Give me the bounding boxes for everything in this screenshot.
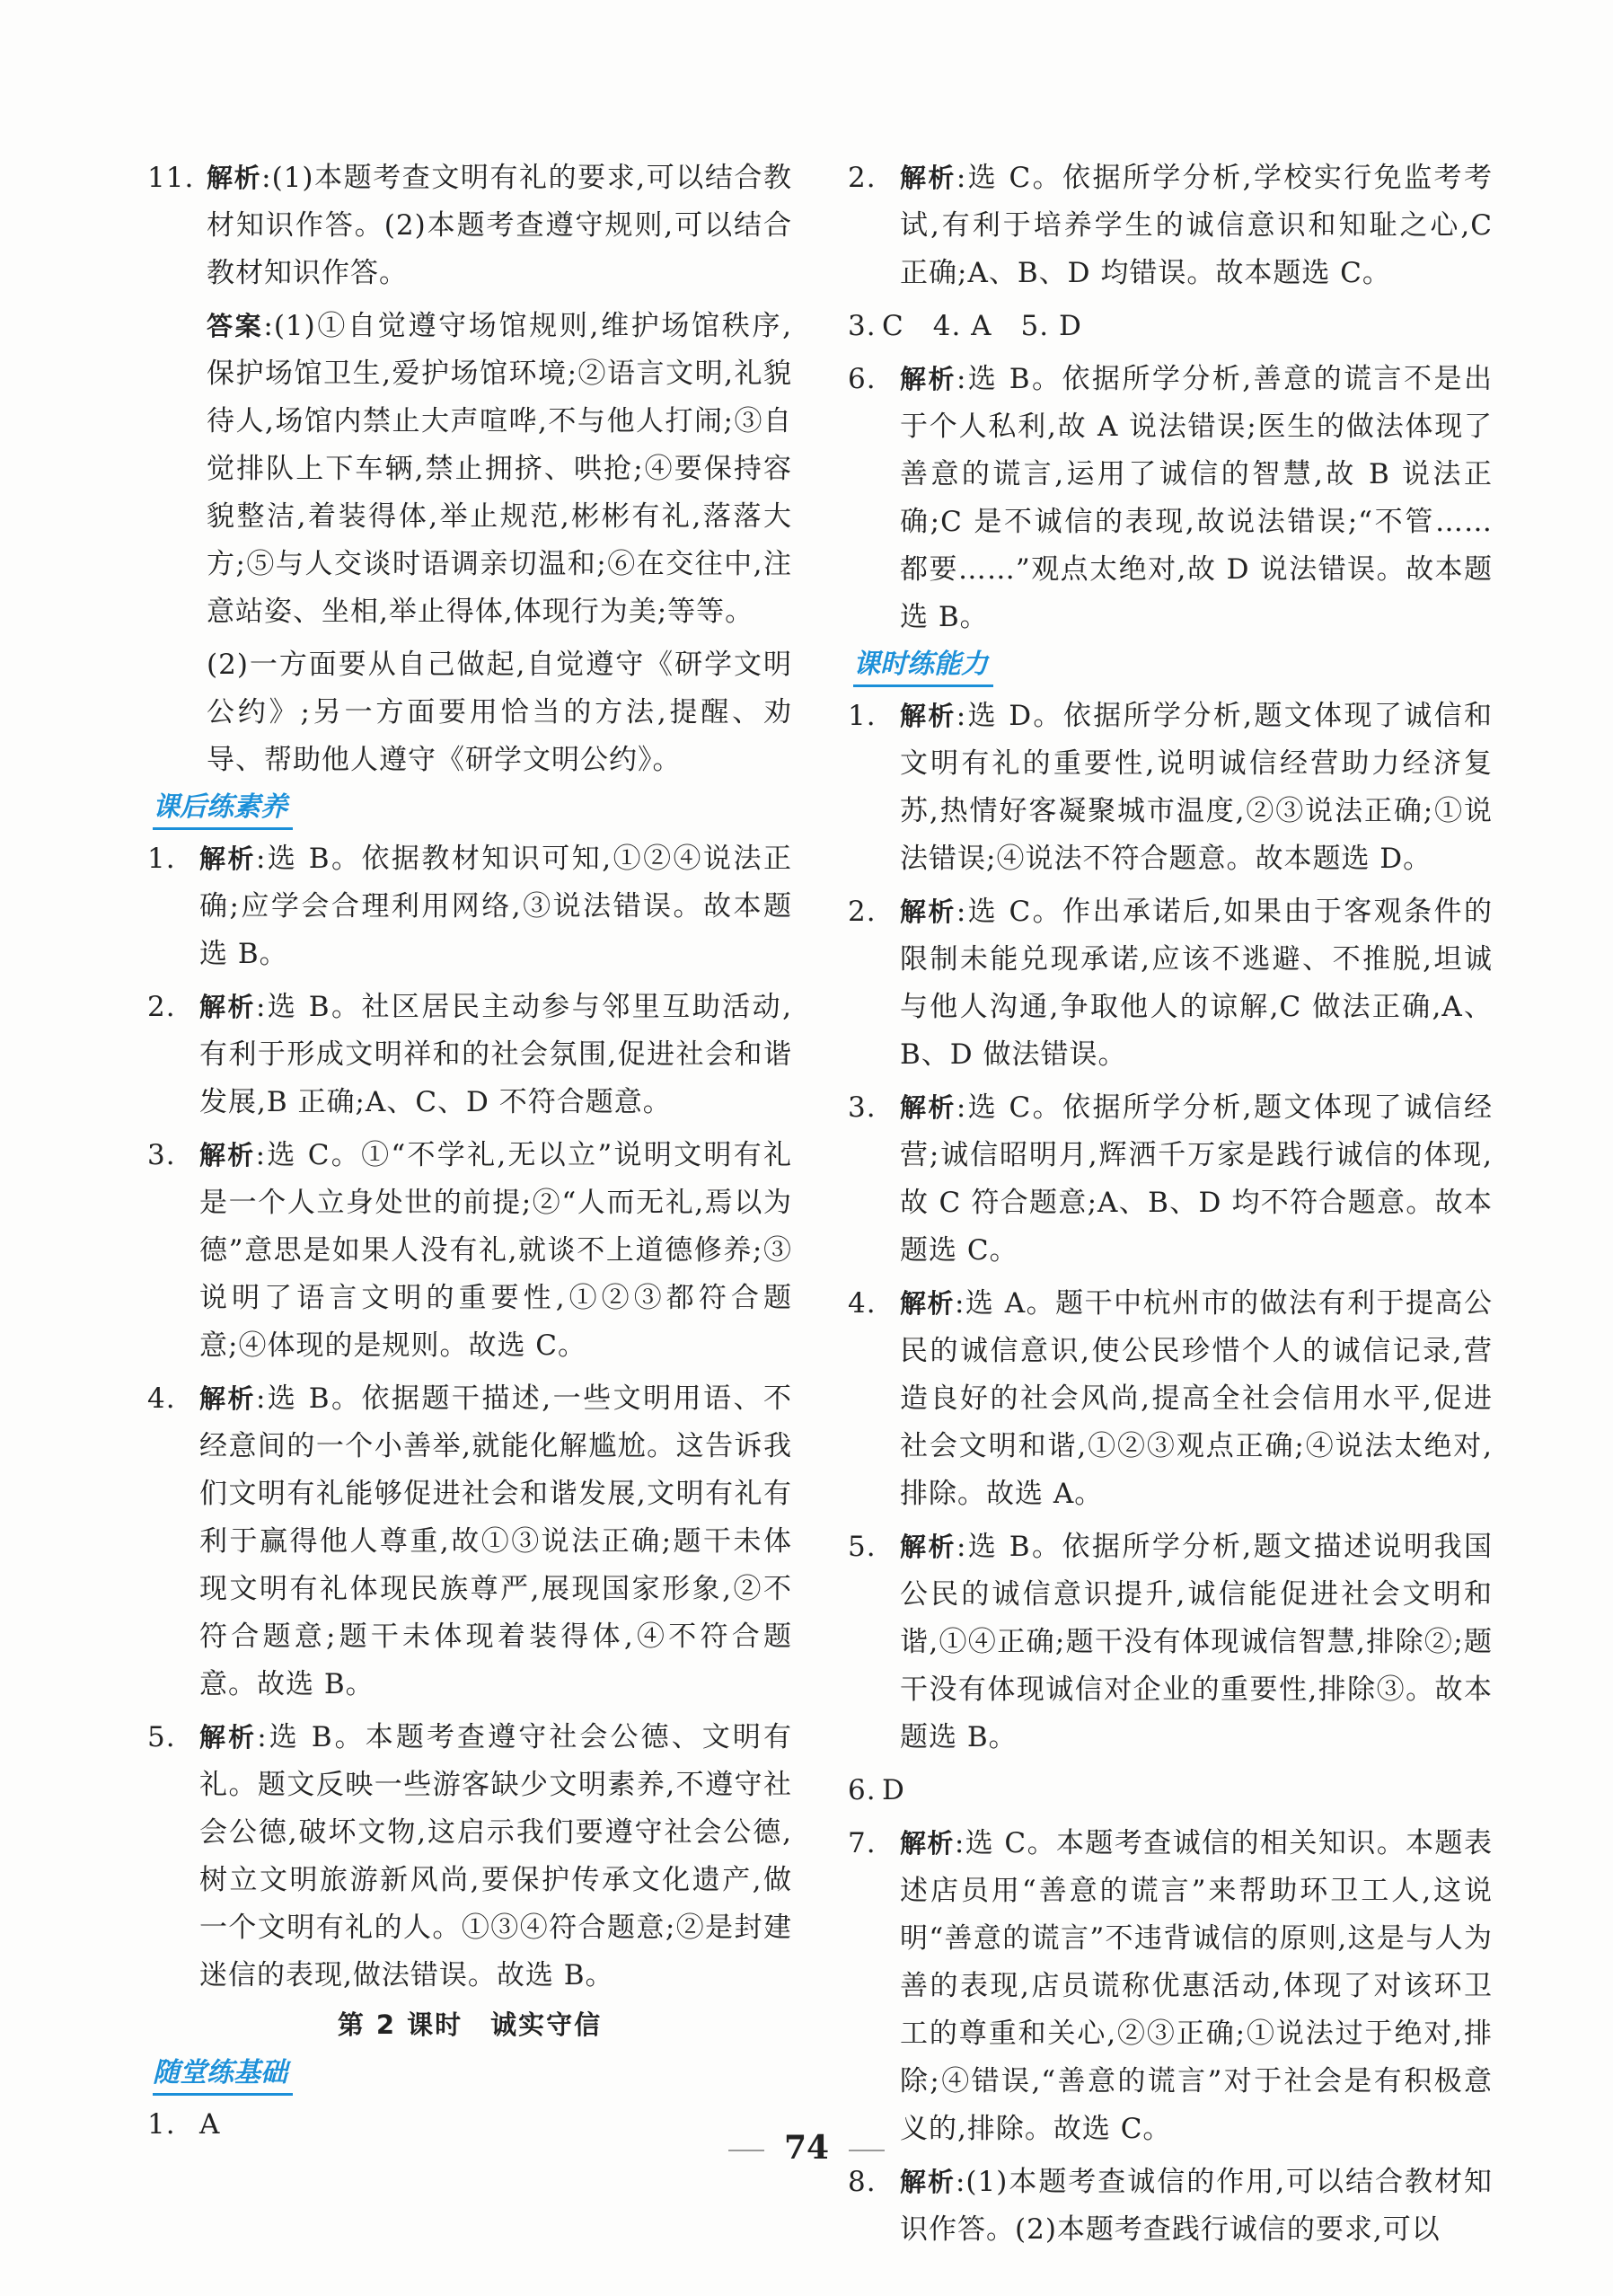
analysis-label: 解析 — [199, 1140, 256, 1170]
right-column — [848, 155, 1493, 2254]
item-number: 4. — [147, 1382, 176, 1415]
item-text: A — [199, 2108, 221, 2141]
item-text: :选 B。社区居民主动参与邻里互助活动,有利于形成文明祥和的社会氛围,促进社会和谐发展,B 正确;A、C、D 不符合题意。 — [199, 991, 792, 1118]
list-item — [147, 835, 792, 978]
analysis-label: 解析 — [199, 1722, 258, 1753]
divider — [849, 2150, 885, 2151]
list-item — [848, 1767, 1493, 1815]
item-text: :(1)本题考查诚信的作用,可以结合教材知识作答。(2)本题考查践行诚信的要求,可以 — [900, 2166, 1493, 2246]
item-text: D — [882, 1774, 905, 1806]
analysis-label: 解析 — [900, 1092, 956, 1123]
analysis-label: 解析 — [900, 163, 956, 193]
item-number: 3. — [848, 310, 877, 342]
section-heading: 课后练素养 — [153, 788, 293, 830]
item-number: 1. — [147, 2108, 176, 2141]
list-item — [848, 888, 1493, 1079]
list-item — [848, 1820, 1493, 2153]
item-number: 4. — [848, 1287, 877, 1320]
item-text: :选 C。本题考查诚信的相关知识。本题表述店员用“善意的谎言”来帮助环卫工人,这说明“善意的谎言”不违背诚信的原则,这是与人为善的表现,店员谎称优惠活动,体现了对该环卫工的尊重和关心,②③正确;①说法过于绝对,排除;④错误,“善意的谎言”对于社会是有积极意义的,排除。故选 C。 — [900, 1827, 1493, 2145]
lesson-title: 第 2 课时 诚实守信 — [337, 2009, 603, 2040]
list-item — [147, 984, 792, 1126]
item-text: :选 C。依据所学分析,题文体现了诚信经营;诚信昭明月,辉洒千万家是践行诚信的体现,故 C 符合题意;A、B、D 均不符合题意。故本题选 C。 — [900, 1091, 1493, 1267]
list-item — [848, 356, 1493, 641]
list-item — [147, 1132, 792, 1370]
item-text: :选 A。题干中杭州市的做法有利于提高公民的诚信意识,使公民珍惜个人的诚信记录,营造良好的社会风尚,提高全社会信用水平,促进社会文明和谐,①②③观点正确;④说法太绝对,排除。故选 A。 — [900, 1287, 1493, 1510]
item-number: 8. — [848, 2166, 877, 2198]
answer-label: 答案 — [207, 311, 264, 341]
item-text: :选 B。本题考查遵守社会公德、文明有礼。题文反映一些游客缺少文明素养,不遵守社会公德,破坏文物,这启示我们要遵守社会公德,树立文明旅游新风尚,要保护传承文化遗产,做一个文明有礼的人。①③④符合题意;②是封建迷信的表现,做法错误。故选 B。 — [199, 1721, 792, 1991]
left-column — [147, 155, 792, 2149]
list-item — [848, 303, 1493, 350]
item-text: :选 C。依据所学分析,学校实行免监考考试,有利于培养学生的诚信意识和知耻之心,C 正确;A、B、D 均错误。故本题选 C。 — [900, 162, 1493, 289]
analysis-label: 解析 — [900, 2167, 956, 2197]
list-item — [147, 1714, 792, 2000]
item-number: 2. — [848, 896, 877, 928]
item-number: 7. — [848, 1827, 877, 1859]
item-number: 5. — [848, 1531, 877, 1563]
item-number: 2. — [147, 991, 176, 1023]
list-item — [848, 1523, 1493, 1762]
item-number: 1. — [848, 700, 877, 732]
question-number: 11. — [147, 162, 195, 194]
list-item — [848, 155, 1493, 297]
analysis-label: 解析 — [900, 364, 956, 394]
answer-text-part2: (2)一方面要从自己做起,自觉遵守《研学文明公约》;另一方面要用恰当的方法,提醒、劝导、帮助他人遵守《研学文明公约》。 — [207, 649, 792, 776]
analysis-text: :(1)本题考查文明有礼的要求,可以结合教材知识作答。(2)本题考查遵守规则,可以结合教材知识作答。 — [207, 162, 792, 289]
list-item — [848, 1280, 1493, 1518]
list-item — [848, 2159, 1493, 2254]
item-number: 2. — [848, 162, 877, 194]
page-footer — [0, 2129, 1613, 2167]
item-text: :选 C。①“不学礼,无以立”说明文明有礼是一个人立身处世的前提;②“人而无礼,焉以为德”意思是如果人没有礼,就谈不上道德修养;③说明了语言文明的重要性,①②③都符合题意;④体现的是规则。故选 C。 — [199, 1139, 792, 1362]
divider — [728, 2150, 764, 2151]
analysis-label: 解析 — [900, 1532, 956, 1562]
analysis-label: 解析 — [900, 1828, 955, 1859]
answer-text: :(1)①自觉遵守场馆规则,维护场馆秩序,保护场馆卫生,爱护场馆环境;②语言文明,礼貌待人,场馆内禁止大声喧哗,不与他人打闹;③自觉排队上下车辆,禁止拥挤、哄抢;④要保持容貌整洁,着装得体,举止规范,彬彬有礼,落落大方;⑤与人交谈时语调亲切温和;⑥在交往中,注意站姿、坐相,举止得体,体现行为美;等等。 — [207, 310, 792, 628]
item-number: 3. — [848, 1091, 877, 1124]
list-item — [147, 1375, 792, 1709]
answer-block — [147, 303, 792, 636]
item-text: C 4. A 5. D — [882, 310, 1082, 342]
item-text: :选 B。依据所学分析,善意的谎言不是出于个人私利,故 A 说法错误;医生的做法体现了善意的谎言,运用了诚信的智慧,故 B 说法正确;C 是不诚信的表现,故说法错误;“不管……都要……”观点太绝对,故 D 说法错误。故本题选 B。 — [900, 363, 1493, 633]
page-number: 74 — [783, 2129, 830, 2167]
item-text: :选 C。作出承诺后,如果由于客观条件的限制未能兑现承诺,应该不逃避、不推脱,坦诚与他人沟通,争取他人的谅解,C 做法正确,A、B、D 做法错误。 — [900, 896, 1493, 1071]
item-number: 1. — [147, 843, 176, 875]
item-text: :选 B。依据教材知识可知,①②④说法正确;应学会合理利用网络,③说法错误。故本题选 B。 — [199, 843, 792, 970]
item-text: :选 D。依据所学分析,题文体现了诚信和文明有礼的重要性,说明诚信经营助力经济复苏,热情好客凝聚城市温度,②③说法正确;①说法错误;④说法不符合题意。故本题选 D。 — [900, 700, 1493, 875]
item-number: 5. — [147, 1721, 176, 1753]
analysis-label: 解析 — [900, 701, 956, 731]
list-item — [848, 1084, 1493, 1275]
question-11 — [147, 155, 792, 297]
analysis-label: 解析 — [199, 1383, 256, 1414]
section-heading: 课时练能力 — [853, 645, 993, 687]
item-text: :选 B。依据所学分析,题文描述说明我国公民的诚信意识提升,诚信能促进社会文明和谐,①④正确;题干没有体现诚信智慧,排除②;题干没有体现诚信对企业的重要性,排除③。故本题选 B。 — [900, 1531, 1493, 1753]
analysis-label: 解析 — [199, 843, 256, 874]
section-heading: 随堂练基础 — [153, 2053, 293, 2096]
item-number: 6. — [848, 1774, 877, 1806]
item-text: :选 B。依据题干描述,一些文明用语、不经意间的一个小善举,就能化解尴尬。这告诉我们文明有礼能够促进社会和谐发展,文明有礼有利于赢得他人尊重,故①③说法正确;题干未体现文明有礼体现民族尊严,展现国家形象,②不符合题意;题干未体现着装得体,④不符合题意。故选 B。 — [199, 1382, 792, 1700]
analysis-label: 解析 — [900, 1288, 955, 1319]
item-number: 6. — [848, 363, 877, 395]
analysis-label: 解析 — [199, 992, 256, 1022]
list-item — [848, 693, 1493, 883]
analysis-label: 解析 — [207, 163, 262, 193]
analysis-label: 解析 — [900, 896, 956, 927]
item-number: 3. — [147, 1139, 176, 1171]
